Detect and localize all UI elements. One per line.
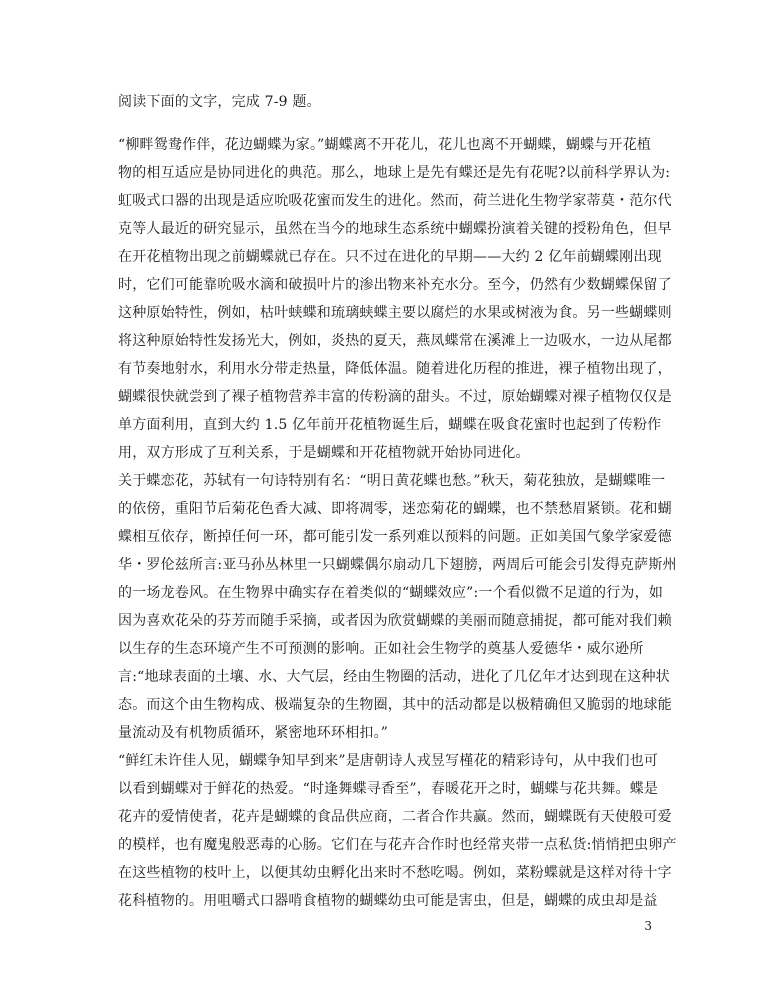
text-line: 的一场龙卷风。在生物界中确实存在着类似的“蝴蝶效应”:一个看似微不足道的行为，如 [118, 585, 664, 601]
text-line: 蝴蝶很快就尝到了裸子植物营养丰富的传粉滴的甜头。不过，原始蝴蝶对裸子植物仅仅是 [118, 389, 672, 405]
text-line: 的模样，也有魔鬼般恶毒的心肠。它们在与花卉合作时也经常夹带一点私货:悄悄把虫卵产 [118, 837, 677, 853]
text-line: 在开花植物出现之前蝴蝶就已存在。只不过在进化的早期——大约 2 亿年前蝴蝶刚出现 [118, 249, 662, 265]
text-line: “鲜红未许佳人见，蝴蝶争知早到来”是唐朝诗人戎昱写槿花的精彩诗句，从中我们也可 [118, 753, 659, 769]
text-line: 有节奏地射水，利用水分带走热量，降低体温。随着进化历程的推进，裸子植物出现了， [118, 361, 672, 377]
text-line: 因为喜欢花朵的芬芳而随手采摘，或者因为欣赏蝴蝶的美丽而随意捕捉，都可能对我们赖 [118, 613, 672, 629]
text-line: 虹吸式口器的出现是适应吮吸花蜜而发生的进化。然而，荷兰进化生物学家蒂莫・范尔代 [118, 193, 672, 209]
text-line: 花科植物的。用咀嚼式口器啃食植物的蝴蝶幼虫可能是害虫，但是，蝴蝶的成虫却是益 [118, 893, 658, 909]
text-line: 态。而这个由生物构成、极端复杂的生物圈，其中的活动都是以极精确但又脆弱的地球能 [118, 697, 672, 713]
text-line: 蝶相互依存，断掉任何一环，都可能引发一系列难以预料的问题。正如美国气象学家爱德 [118, 529, 672, 545]
text-line: 关于蝶恋花，苏轼有一句诗特别有名：“明日黄花蝶也愁。”秋天，菊花独放，是蝴蝶唯一 [118, 473, 666, 489]
text-line: 的依傍，重阳节后菊花色香大减、即将凋零，迷恋菊花的蝴蝶，也不禁愁眉紧锁。花和蝴 [118, 501, 672, 517]
text-line: 以生存的生态环境产生不可预测的影响。正如社会生物学的奠基人爱德华・威尔逊所 [118, 641, 644, 657]
text-line: 用，双方形成了互利关系，于是蝴蝶和开花植物就开始协同进化。 [118, 445, 530, 461]
text-line: 花卉的爱情使者，花卉是蝴蝶的食品供应商，二者合作共赢。然而，蝴蝶既有天使般可爱 [118, 809, 672, 825]
text-line: 量流动及有机物质循环，紧密地环环相扣。” [118, 725, 389, 741]
text-line: 将这种原始特性发扬光大，例如，炎热的夏天，燕凤蝶常在溪滩上一边吸水，一边从尾都 [118, 333, 672, 349]
text-line: 华・罗伦兹所言:亚马孙丛林里一只蝴蝶偶尔扇动几下翅膀，两周后可能会引发得克萨斯州 [118, 557, 677, 573]
instruction-line: 阅读下面的文字，完成 7-9 题。 [118, 94, 321, 110]
text-line: 在这些植物的枝叶上，以便其幼虫孵化出来时不愁吃喝。例如，菜粉蝶就是这样对待十字 [118, 865, 672, 881]
text-line: 时，它们可能靠吮吸水滴和破损叶片的渗出物来补充水分。至今，仍然有少数蝴蝶保留了 [118, 277, 672, 293]
text-line: 克等人最近的研究显示，虽然在当今的地球生态系统中蝴蝶扮演着关键的授粉角色，但早 [118, 221, 672, 237]
text-line: 这种原始特性，例如，枯叶蛱蝶和琉璃蛱蝶主要以腐烂的水果或树液为食。另一些蝴蝶则 [118, 305, 672, 321]
text-line: 单方面利用，直到大约 1.5 亿年前开花植物诞生后，蝴蝶在吸食花蜜时也起到了传粉作 [118, 417, 662, 433]
text-line: 言:“地球表面的土壤、水、大气层，经由生物圈的活动，进化了几亿年才达到现在这种状 [118, 669, 670, 685]
text-line: “柳畔鸳鸯作伴，花边蝴蝶为家。”蝴蝶离不开花儿，花儿也离不开蝴蝶，蝴蝶与开花植 [118, 137, 652, 153]
text-line: 物的相互适应是协同进化的典范。那么，地球上是先有蝶还是先有花呢?以前科学界认为: [118, 165, 671, 181]
page-number: 3 [644, 919, 652, 933]
text-line: 以看到蝴蝶对于鲜花的热爱。“时逢舞蝶寻香至”，春暖花开之时，蝴蝶与花共舞。蝶是 [118, 781, 659, 797]
